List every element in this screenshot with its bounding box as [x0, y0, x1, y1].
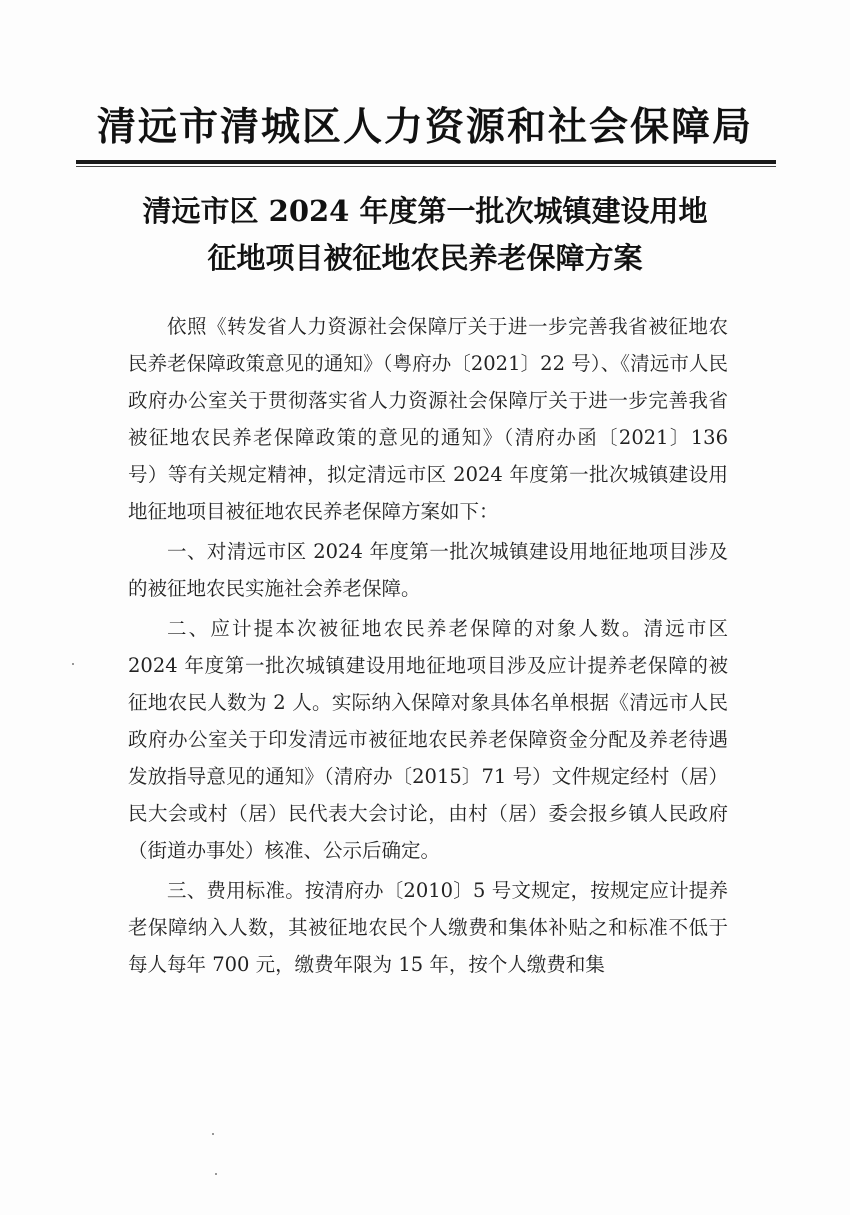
header-rule-thick [76, 160, 776, 164]
document-title-line-2: 征地项目被征地农民养老保障方案 [207, 241, 643, 275]
scan-speck [72, 663, 74, 665]
paragraph-item-3: 三、费用标准。按清府办〔2010〕5 号文规定，按规定应计提养老保障纳入人数，其被征地农民个人缴费和集体补贴之和标准不低于每人每年 700 元，缴费年限为 15 年，按个人缴费和集 [128, 879, 728, 976]
paragraph-item-1: 一、对清远市区 2024 年度第一批次城镇建设用地征地项目涉及的被征地农民实施社会养老保障。 [128, 540, 728, 600]
scan-speck [212, 1133, 214, 1135]
header-rule-thin [76, 166, 776, 167]
scan-speck [215, 1173, 217, 1175]
document-title-line-1: 清远市区 2024 年度第一批次城镇建设用地 [142, 194, 708, 228]
paragraph-item-2: 二、应计提本次被征地农民养老保障的对象人数。清远市区 2024 年度第一批次城镇建设用地征地项目涉及应计提养老保障的被征地农民人数为 2 人。实际纳入保障对象具体名单根据《清远市人民政府办公室关于印发清远市被征地农民养老保障资金分配及养老待遇发放指导意见的通知》（清府办〔2015〕71 号）文件规定经村（居）民大会或村（居）民代表大会讨论，由村（居）委会报乡镇人民政府（街道办事处）核准、公示后确定。 [128, 617, 728, 862]
organization-header: 清远市清城区人力资源和社会保障局 [96, 104, 753, 150]
document-body [128, 308, 728, 986]
paragraph-basis: 依照《转发省人力资源社会保障厅关于进一步完善我省被征地农民养老保障政策意见的通知》（粤府办〔2021〕22 号）、《清远市人民政府办公室关于贯彻落实省人力资源社会保障厅关于进一步完善我省被征地农民养老保障政策的意见的通知》（清府办函〔2021〕136 号）等有关规定精神，拟定清远市区 2024 年度第一批次城镇建设用地征地项目被征地农民养老保障方案如下： [128, 315, 728, 523]
